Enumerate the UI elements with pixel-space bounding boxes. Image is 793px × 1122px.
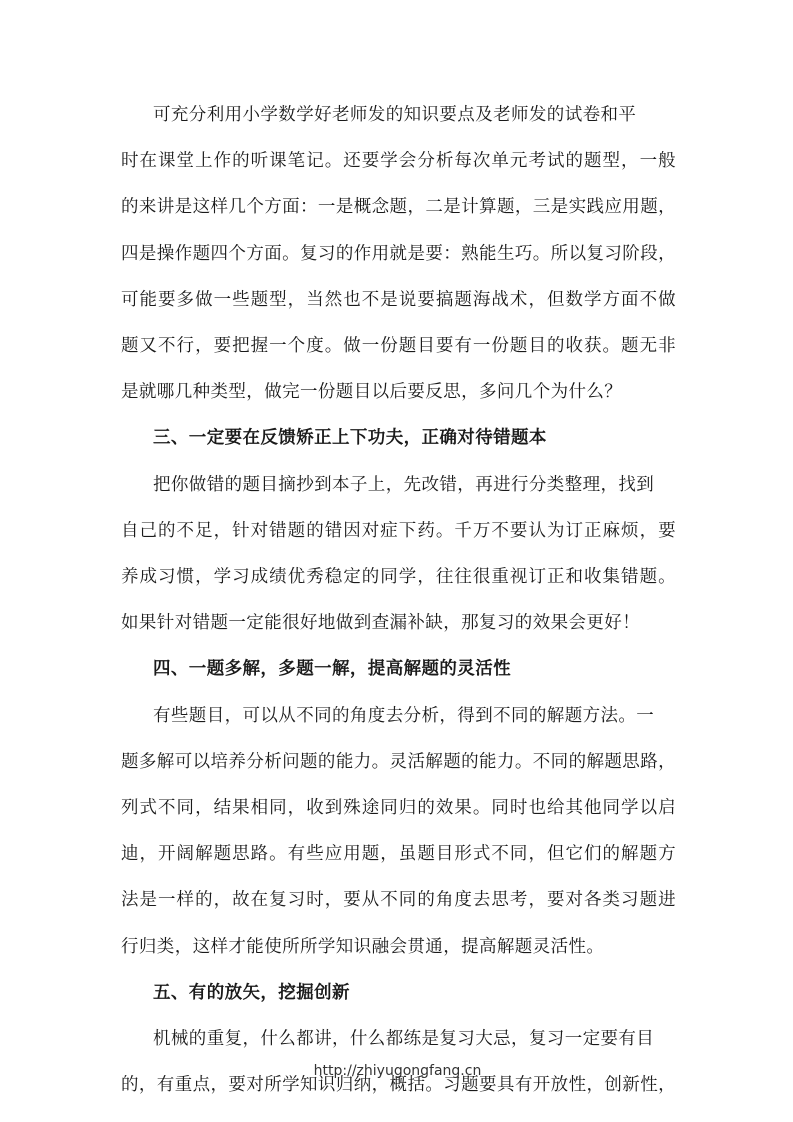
paragraph-line: 的，有重点，要对所学知识归纳，概括。习题要具有开放性，创新性， bbox=[121, 1075, 676, 1096]
paragraph-line: 机械的重复，什么都讲，什么都练是复习大忌，复习一定要有目 bbox=[153, 1029, 655, 1049]
page-footer bbox=[0, 1063, 793, 1079]
section-heading: 三、一定要在反馈矫正上下功夫，正确对待错题本 bbox=[153, 428, 547, 449]
paragraph-line: 可充分利用小学数学好老师发的知识要点及老师发的试卷和平 bbox=[153, 105, 637, 125]
paragraph-line: 迪，开阔解题思路。有些应用题，虽题目形式不同，但它们的解题方 bbox=[121, 844, 676, 865]
paragraph-line: 养成习惯，学习成绩优秀稳定的同学，往往很重视订正和收集错题。 bbox=[121, 567, 676, 587]
paragraph-line: 的来讲是这样几个方面：一是概念题，二是计算题，三是实践应用题， bbox=[121, 197, 676, 218]
paragraph-line: 行归类，这样才能使所所学知识融会贯通，提高解题灵活性。 bbox=[121, 936, 605, 957]
section-heading: 五、有的放矢，挖掘创新 bbox=[153, 982, 350, 1003]
paragraph-line: 列式不同，结果相同，收到殊途同归的效果。同时也给其他同学以启 bbox=[121, 798, 676, 818]
paragraph-line: 四是操作题四个方面。复习的作用就是要：熟能生巧。所以复习阶段， bbox=[121, 243, 676, 264]
paragraph-line: 有些题目，可以从不同的角度去分析，得到不同的解题方法。一 bbox=[153, 705, 655, 726]
paragraph-line: 题又不行，要把握一个度。做一份题目要有一份题目的收获。题无非 bbox=[121, 336, 676, 356]
section-heading: 四、一题多解，多题一解，提高解题的灵活性 bbox=[153, 659, 511, 680]
paragraph-line: 题多解可以培养分析问题的能力。灵活解题的能力。不同的解题思路， bbox=[121, 751, 676, 772]
paragraph-line: 如果针对错题一定能很好地做到查漏补缺，那复习的效果会更好！ bbox=[121, 613, 641, 634]
paragraph-line: 自己的不足，针对错题的错因对症下药。千万不要认为订正麻烦，要 bbox=[121, 520, 676, 541]
paragraph-line: 把你做错的题目摘抄到本子上，先改错，再进行分类整理，找到 bbox=[153, 474, 655, 495]
paragraph-line: 是就哪几种类型，做完一份题目以后要反思，多问几个为什么？ bbox=[121, 382, 623, 403]
paragraph-line: 可能要多做一些题型，当然也不是说要搞题海战术，但数学方面不做 bbox=[121, 289, 676, 310]
paragraph-line: 时在课堂上作的听课笔记。还要学会分析每次单元考试的题型，一般 bbox=[121, 151, 676, 172]
footer-url-link[interactable]: http://zhiyugongfang.cn bbox=[313, 1063, 482, 1079]
paragraph-line: 法是一样的，故在复习时，要从不同的角度去思考，要对各类习题进 bbox=[121, 890, 676, 911]
